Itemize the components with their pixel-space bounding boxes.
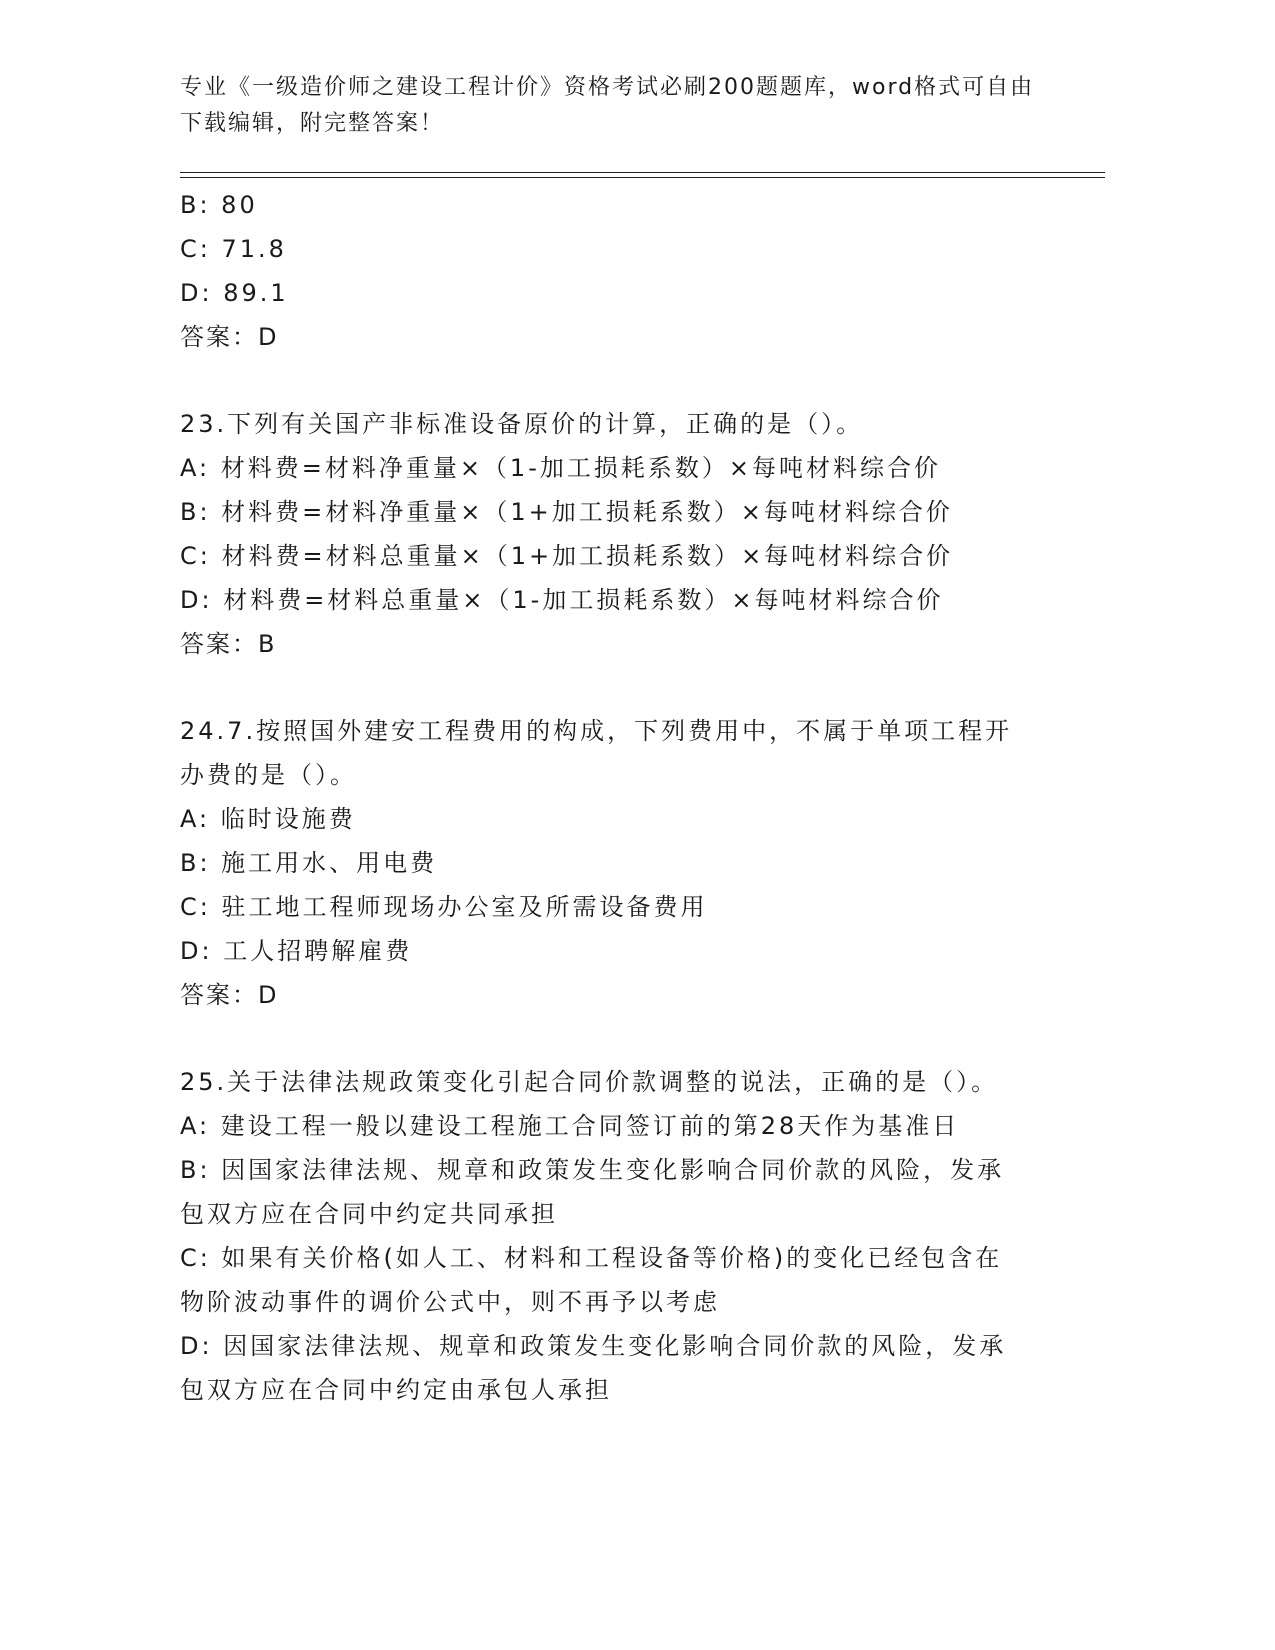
option-c-line-2: 物阶波动事件的调价公式中，则不再予以考虑 — [180, 1288, 720, 1316]
option-d-line-2: 包双方应在合同中约定由承包人承担 — [180, 1376, 612, 1404]
document-header — [180, 70, 1060, 142]
question-24 — [180, 709, 1040, 1017]
option-b: B: 施工用水、用电费 — [180, 849, 438, 877]
option-b-line-2: 包双方应在合同中约定共同承担 — [180, 1200, 558, 1228]
option-a: A: 临时设施费 — [180, 805, 356, 833]
answer-line: 答案：D — [180, 981, 279, 1009]
question-stem: 23.下列有关国产非标准设备原价的计算，正确的是（）。 — [180, 410, 864, 438]
option-c: C: 71.8 — [180, 235, 287, 263]
header-line-1: 专业《一级造价师之建设工程计价》资格考试必刷200题题库，word格式可自由 — [180, 75, 1035, 100]
question-stem-line-2: 办费的是（）。 — [180, 761, 357, 789]
spacer — [180, 359, 1040, 402]
header-divider-top — [180, 172, 1105, 173]
option-b-line-1: B: 因国家法律法规、规章和政策发生变化影响合同价款的风险，发承 — [180, 1156, 1005, 1184]
option-a: A: 材料费=材料净重量×（1-加工损耗系数）×每吨材料综合价 — [180, 454, 941, 482]
answer-line: 答案：B — [180, 630, 277, 658]
option-c-line-1: C: 如果有关价格(如人工、材料和工程设备等价格)的变化已经包含在 — [180, 1244, 1003, 1272]
header-line-2: 下载编辑，附完整答案！ — [180, 111, 445, 136]
option-d-line-1: D: 因国家法律法规、规章和政策发生变化影响合同价款的风险，发承 — [180, 1332, 1007, 1360]
option-d: D: 工人招聘解雇费 — [180, 937, 413, 965]
option-a: A: 建设工程一般以建设工程施工合同签订前的第28天作为基准日 — [180, 1112, 960, 1140]
option-d: D: 89.1 — [180, 279, 289, 307]
option-c: C: 材料费=材料总重量×（1+加工损耗系数）×每吨材料综合价 — [180, 542, 954, 570]
spacer — [180, 1017, 1040, 1060]
question-stem: 25.关于法律法规政策变化引起合同价款调整的说法，正确的是（）。 — [180, 1068, 999, 1096]
answer-line: 答案：D — [180, 323, 279, 351]
option-b: B: 80 — [180, 191, 258, 219]
header-divider-bottom — [180, 177, 1105, 178]
document-body — [180, 183, 1040, 1412]
question-23 — [180, 402, 1040, 666]
question-stem-line-1: 24.7.按照国外建安工程费用的构成，下列费用中，不属于单项工程开 — [180, 717, 1013, 745]
option-d: D: 材料费=材料总重量×（1-加工损耗系数）×每吨材料综合价 — [180, 586, 944, 614]
question-22-continued — [180, 183, 1040, 359]
question-25 — [180, 1060, 1040, 1412]
spacer — [180, 666, 1040, 709]
option-c: C: 驻工地工程师现场办公室及所需设备费用 — [180, 893, 708, 921]
option-b: B: 材料费=材料净重量×（1+加工损耗系数）×每吨材料综合价 — [180, 498, 953, 526]
